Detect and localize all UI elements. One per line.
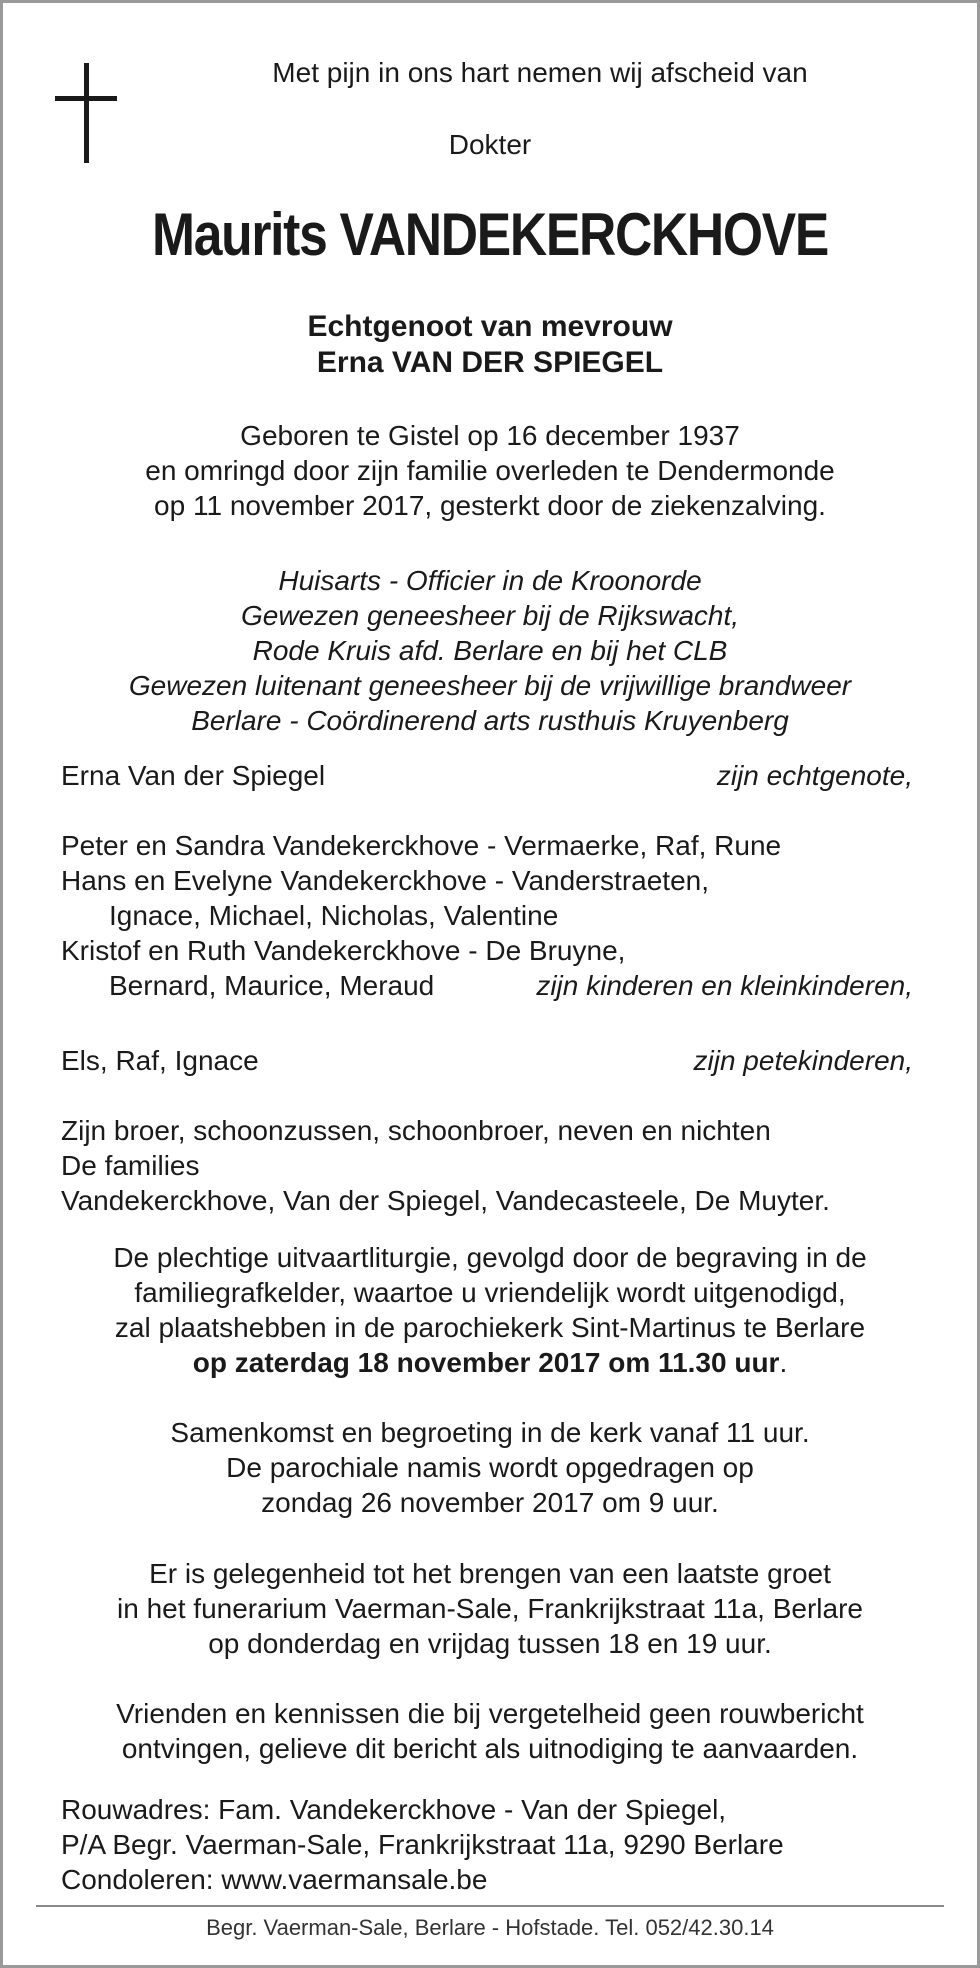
ceremony-date-line: op zaterdag 18 november 2017 om 11.30 uur. — [192, 1347, 788, 1378]
godchildren-row — [61, 1043, 913, 1078]
footer: Begr. Vaerman-Sale, Berlare - Hofstade. Tel. 052/42.30.14 — [206, 1915, 774, 1940]
list-item: Bernard, Maurice, Meraud zijn kinderen en kleinkinderen, — [109, 970, 913, 1001]
title-line: Berlare - Coördinerend arts rusthuis Kruyenberg — [191, 705, 789, 736]
spouse-relation: zijn echtgenote, — [716, 760, 913, 791]
ceremony-block — [3, 1240, 977, 1380]
friends-block — [3, 1696, 977, 1766]
spouse-intro: Echtgenoot van mevrouw — [307, 310, 673, 343]
text-line: op donderdag en vrijdag tussen 18 en 19 uur. — [208, 1628, 772, 1659]
title-line: Rode Kruis afd. Berlare en bij het CLB — [252, 635, 728, 666]
divider — [36, 1905, 944, 1907]
list-item: Vandekerckhove, Van der Spiegel, Vandecasteele, De Muyter. — [61, 1185, 830, 1216]
title-line: Gewezen geneesheer bij de Rijkswacht, — [240, 600, 740, 631]
title-line: Huisarts - Officier in de Kroonorde — [278, 565, 702, 596]
list-item: Zijn broer, schoonzussen, schoonbroer, neven en nichten — [61, 1115, 771, 1146]
text-line: ontvingen, gelieve dit bericht als uitnodiging te aanvaarden. — [121, 1733, 859, 1764]
list-item: Kristof en Ruth Vandekerckhove - De Bruyne, — [61, 935, 626, 966]
text-line: familiegrafkelder, waartoe u vriendelijk wordt uitgenodigd, — [134, 1277, 846, 1308]
children-relation: zijn kinderen en kleinkinderen, — [536, 970, 913, 1001]
spouse-name: Erna VAN DER SPIEGEL — [316, 346, 664, 379]
godchildren-relation: zijn petekinderen, — [693, 1045, 913, 1076]
text-line: Samenkomst en begroeting in de kerk vanaf 11 uur. — [170, 1417, 810, 1448]
meeting-block — [3, 1415, 977, 1520]
text-line: en omringd door zijn familie overleden te Dendermonde — [145, 455, 835, 486]
godchildren-names: Els, Raf, Ignace — [61, 1045, 259, 1076]
text-line: Rouwadres: Fam. Vandekerckhove - Van der Spiegel, — [61, 1794, 727, 1825]
spouse-family-name: Erna Van der Spiegel — [61, 760, 326, 791]
relatives-block — [61, 1113, 913, 1218]
spouse-row — [61, 758, 913, 793]
text-line: De plechtige uitvaartliturgie, gevolgd door de begraving in de — [113, 1242, 867, 1273]
list-item: Peter en Sandra Vandekerckhove - Vermaerke, Raf, Rune — [61, 830, 782, 861]
opening-line: Met pijn in ons hart nemen wij afscheid van — [272, 57, 808, 88]
text-line: Vrienden en kennissen die bij vergetelheid geen rouwbericht — [116, 1698, 864, 1729]
text-line: Er is gelegenheid tot het brengen van een laatste groet — [149, 1558, 831, 1589]
spouse-block — [3, 309, 977, 381]
deceased-title: Dokter — [448, 129, 532, 160]
list-item: Hans en Evelyne Vandekerckhove - Vanderstraeten, — [61, 865, 710, 896]
visitation-block — [3, 1556, 977, 1661]
text-line: zal plaatshebben in de parochiekerk Sint-Martinus te Berlare — [114, 1312, 866, 1343]
children-block — [61, 828, 913, 1003]
list-item: Ignace, Michael, Nicholas, Valentine — [109, 900, 559, 931]
professional-titles — [3, 563, 977, 738]
ceremony-date: op zaterdag 18 november 2017 om 11.30 uur — [192, 1347, 780, 1378]
text-line: op 11 november 2017, gesterkt door de ziekenzalving. — [154, 490, 826, 521]
text-line: De parochiale namis wordt opgedragen op — [226, 1452, 754, 1483]
condolence-link: Condoleren: www.vaermansale.be — [61, 1864, 488, 1895]
title-line: Gewezen luitenant geneesheer bij de vrijwillige brandweer — [128, 670, 852, 701]
deceased-name: Maurits VANDEKERCKHOVE — [152, 201, 828, 268]
list-item: De families — [61, 1150, 200, 1181]
text-line: P/A Begr. Vaerman-Sale, Frankrijkstraat 11a, 9290 Berlare — [61, 1829, 784, 1860]
mourning-address — [61, 1792, 913, 1897]
text-line: in het funerarium Vaerman-Sale, Frankrijkstraat 11a, Berlare — [117, 1593, 863, 1624]
birth-death-block — [3, 418, 977, 523]
text-line: zondag 26 november 2017 om 9 uur. — [261, 1487, 719, 1518]
text-line: Geboren te Gistel op 16 december 1937 — [240, 420, 740, 451]
